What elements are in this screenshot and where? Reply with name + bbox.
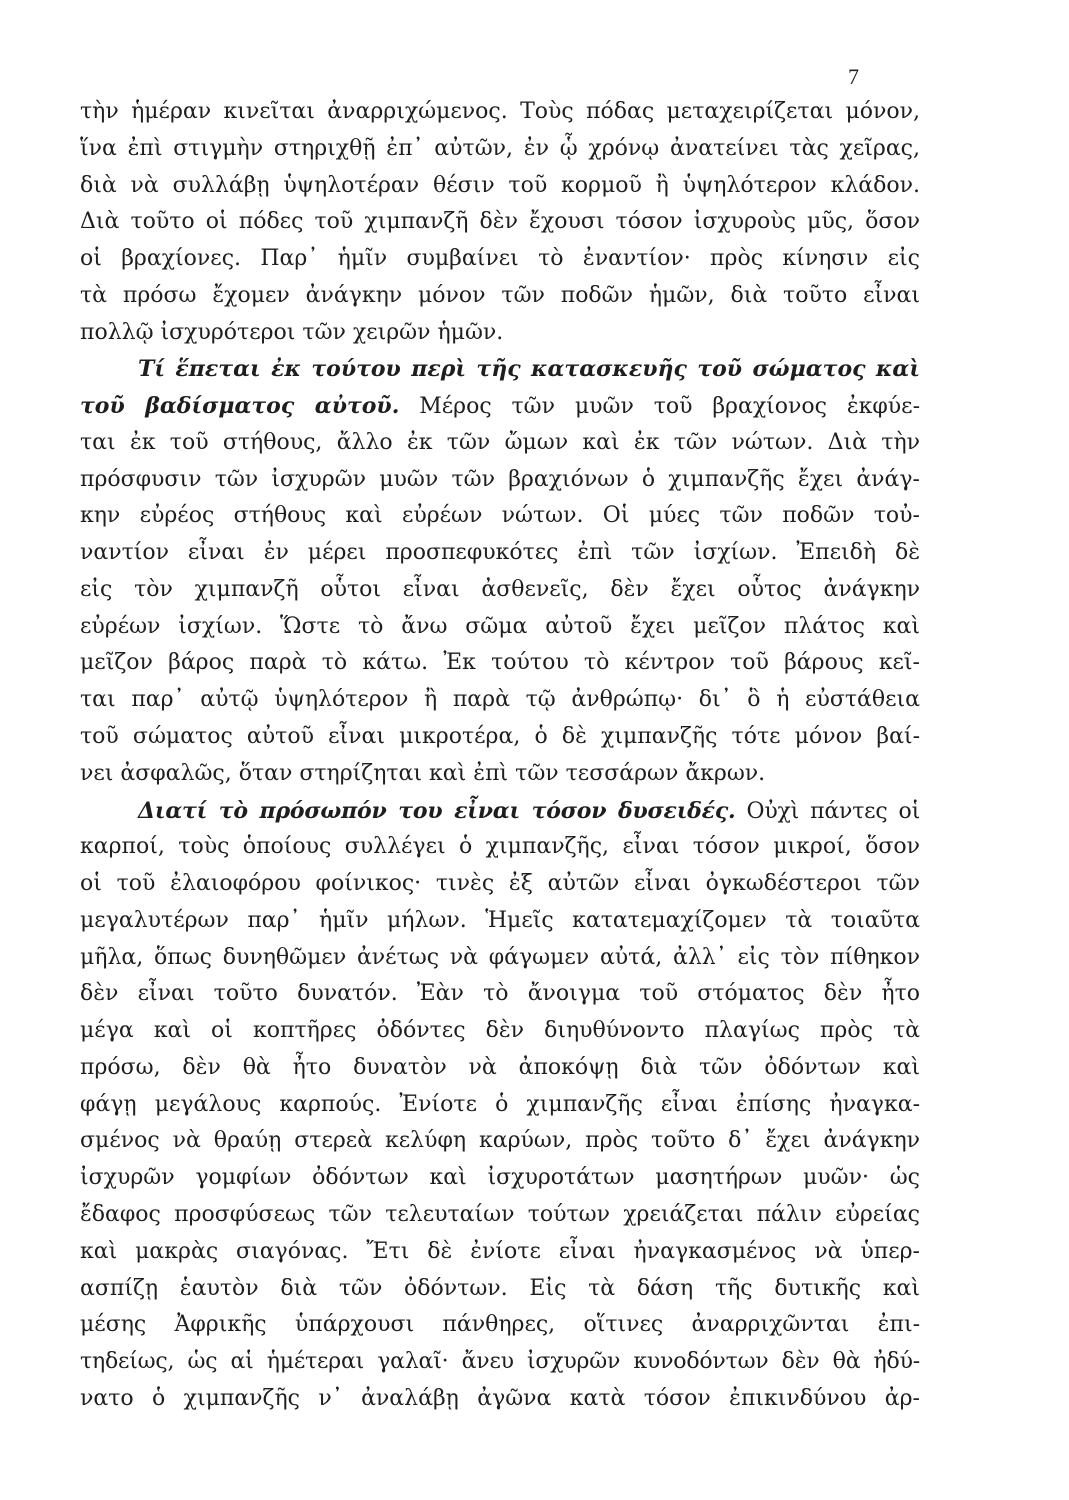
text-line [80, 168, 920, 205]
text-line [80, 866, 920, 903]
line-text: μέσης Ἀφρικῆς ὑπάρχουσι πάνθηρες, οἵτινες ἀναρριχῶνται ἐπι- [80, 1312, 920, 1338]
text-line [80, 425, 920, 462]
text-line [80, 1123, 920, 1160]
text-line [80, 1344, 920, 1381]
line-text: σμένος νὰ θραύῃ στερεὰ κελύφη καρύων, πρὸς τοῦτο δ᾿ ἔχει ἀνάγκην [80, 1128, 920, 1154]
text-body [80, 94, 920, 1418]
line-text: τὰ πρόσω ἔχομεν ἀνάγκην μόνον τῶν ποδῶν ἡμῶν, διὰ τοῦτο εἶναι [80, 282, 920, 308]
text-line [80, 204, 920, 241]
line-text: μεγαλυτέρων παρ᾿ ἡμῖν μήλων. Ἡμεῖς κατατεμαχίζομεν τὰ τοιαῦτα [80, 907, 920, 933]
line-text: ἰσχυρῶν γομφίων ὀδόντων καὶ ἰσχυροτάτων μασητήρων μυῶν· ὡς [80, 1165, 920, 1191]
line-text: καρποί, τοὺς ὁποίους συλλέγει ὁ χιμπανζῆς, εἶναι τόσον μικροί, ὅσον [80, 834, 920, 860]
line-text: εἰς τὸν χιμπανζῆ οὗτοι εἶναι ἀσθενεῖς, δὲν ἔχει οὗτος ἀνάγκην [80, 576, 920, 602]
line-text: πρόσω, δὲν θὰ ἦτο δυνατὸν νὰ ἀποκόψῃ διὰ τῶν ὀδόντων καὶ [80, 1054, 920, 1080]
section-heading: τοῦ βαδίσματος αὐτοῦ. [80, 393, 400, 420]
line-text: καὶ μακρὰς σιαγόνας. Ἔτι δὲ ἐνίοτε εἶναι ἠναγκασμένος νὰ ὑπερ- [80, 1238, 920, 1264]
section-heading: Διατί τὸ πρόσωπόν του εἶναι τόσον δυσειδές. [138, 797, 736, 824]
line-text: διὰ νὰ συλλάβῃ ὑψηλοτέραν θέσιν τοῦ κορμοῦ ἢ ὑψηλότερον κλάδον. [80, 172, 920, 198]
text-line [80, 756, 920, 793]
line-text: ασπίζῃ ἑαυτὸν διὰ τῶν ὀδόντων. Εἰς τὰ δάση τῆς δυτικῆς καὶ [80, 1275, 920, 1301]
line-text: Μέρος τῶν μυῶν τοῦ βραχίονος ἐκφύε- [419, 394, 920, 420]
text-line [80, 1050, 920, 1087]
text-line [80, 241, 920, 278]
line-text: ἔδαφος προσφύσεως τῶν τελευταίων τούτων χρειάζεται πάλιν εὐρείας [80, 1201, 920, 1227]
line-text: ται παρ᾿ αὐτῷ ὑψηλότερον ἢ παρὰ τῷ ἀνθρώπῳ· δι᾿ ὃ ἡ εὐστάθεια [80, 687, 920, 713]
text-line [80, 1013, 920, 1050]
line-text: τὴν ἡμέραν κινεῖται ἀναρριχώμενος. Τοὺς πόδας μεταχειρίζεται μόνον, [80, 99, 920, 124]
text-line [80, 1160, 920, 1197]
line-text: Οὐχὶ πάντες οἱ [746, 798, 920, 824]
line-text: τηδείως, ὡς αἱ ἡμέτεραι γαλαῖ· ἄνευ ἰσχυρῶν κυνοδόντων δὲν θὰ ἠδύ- [80, 1349, 920, 1375]
text-line [80, 498, 920, 535]
line-text: εὐρέων ἰσχίων. Ὥστε τὸ ἄνω σῶμα αὐτοῦ ἔχει μεῖζον πλάτος καὶ [80, 613, 920, 639]
text-line [80, 682, 920, 719]
line-text: κην εὐρέος στήθους καὶ εὐρέων νώτων. Οἱ μύες τῶν ποδῶν τοὐ- [80, 503, 920, 529]
text-line [80, 351, 920, 388]
line-text: Διὰ τοῦτο οἱ πόδες τοῦ χιμπανζῆ δὲν ἔχουσι τόσον ἰσχυροὺς μῦς, ὅσον [80, 209, 920, 235]
text-line [80, 976, 920, 1013]
text-line [80, 462, 920, 499]
text-line [80, 1307, 920, 1344]
line-text: μέγα καὶ οἱ κοπτῆρες ὀδόντες δὲν διηυθύνοντο πλαγίως πρὸς τὰ [80, 1018, 920, 1044]
text-line [80, 609, 920, 646]
text-line [80, 719, 920, 756]
page-number: 7 [848, 64, 859, 89]
line-text: ναντίον εἶναι ἐν μέρει προσπεφυκότες ἐπὶ τῶν ἰσχίων. Ἐπειδὴ δὲ [80, 540, 920, 566]
text-line [80, 1234, 920, 1271]
line-text: οἱ τοῦ ἐλαιοφόρου φοίνικος· τινὲς ἐξ αὐτῶν εἶναι ὀγκωδέστεροι τῶν [80, 871, 920, 897]
text-line [80, 1197, 920, 1234]
line-text: μῆλα, ὅπως δυνηθῶμεν ἀνέτως νὰ φάγωμεν αὐτά, ἀλλ᾿ εἰς τὸν πίθηκον [80, 944, 920, 970]
text-line [80, 940, 920, 977]
text-line [80, 793, 920, 830]
text-line [80, 131, 920, 168]
line-text: ται ἐκ τοῦ στήθους, ἄλλο ἐκ τῶν ὤμων καὶ ἐκ τῶν νώτων. Διὰ τὴν [80, 429, 920, 455]
text-line [80, 278, 920, 315]
line-text: τοῦ σώματος αὐτοῦ εἶναι μικροτέρα, ὁ δὲ χιμπανζῆς τότε μόνον βαί- [80, 724, 920, 750]
line-text: πολλῷ ἰσχυρότεροι τῶν χειρῶν ἡμῶν. [80, 319, 504, 345]
text-line [80, 829, 920, 866]
line-text: νατο ὁ χιμπανζῆς ν᾿ ἀναλάβῃ ἀγῶνα κατὰ τόσον ἐπικινδύνου ἀρ- [80, 1385, 920, 1411]
line-text: πρόσφυσιν τῶν ἰσχυρῶν μυῶν τῶν βραχιόνων ὁ χιμπανζῆς ἔχει ἀνάγ- [80, 466, 920, 492]
text-line [80, 535, 920, 572]
line-text: φάγῃ μεγάλους καρπούς. Ἐνίοτε ὁ χιμπανζῆς εἶναι ἐπίσης ἠναγκα- [80, 1091, 920, 1117]
text-line [80, 1381, 920, 1418]
section-heading: Τί ἕπεται ἐκ τούτου περὶ τῆς κατασκευῆς τοῦ σώματος καὶ [138, 356, 920, 383]
line-text: ἵνα ἐπὶ στιγμὴν στηριχθῇ ἐπ᾿ αὐτῶν, ἐν ᾧ χρόνῳ ἀνατείνει τὰς χεῖρας, [80, 135, 920, 161]
text-line [80, 94, 920, 131]
text-line [80, 315, 920, 352]
text-line [80, 388, 920, 425]
text-line [80, 1271, 920, 1308]
text-line [80, 903, 920, 940]
line-text: νει ἀσφαλῶς, ὅταν στηρίζηται καὶ ἐπὶ τῶν τεσσάρων ἄκρων. [80, 760, 766, 786]
text-line [80, 645, 920, 682]
text-line [80, 572, 920, 609]
line-text: μεῖζον βάρος παρὰ τὸ κάτω. Ἐκ τούτου τὸ κέντρον τοῦ βάρους κεῖ- [80, 650, 920, 676]
line-text: δὲν εἶναι τοῦτο δυνατόν. Ἐὰν τὸ ἄνοιγμα τοῦ στόματος δὲν ἦτο [80, 981, 920, 1007]
line-text: οἱ βραχίονες. Παρ᾿ ἡμῖν συμβαίνει τὸ ἐναντίον· πρὸς κίνησιν εἰς [80, 246, 920, 272]
text-line [80, 1087, 920, 1124]
